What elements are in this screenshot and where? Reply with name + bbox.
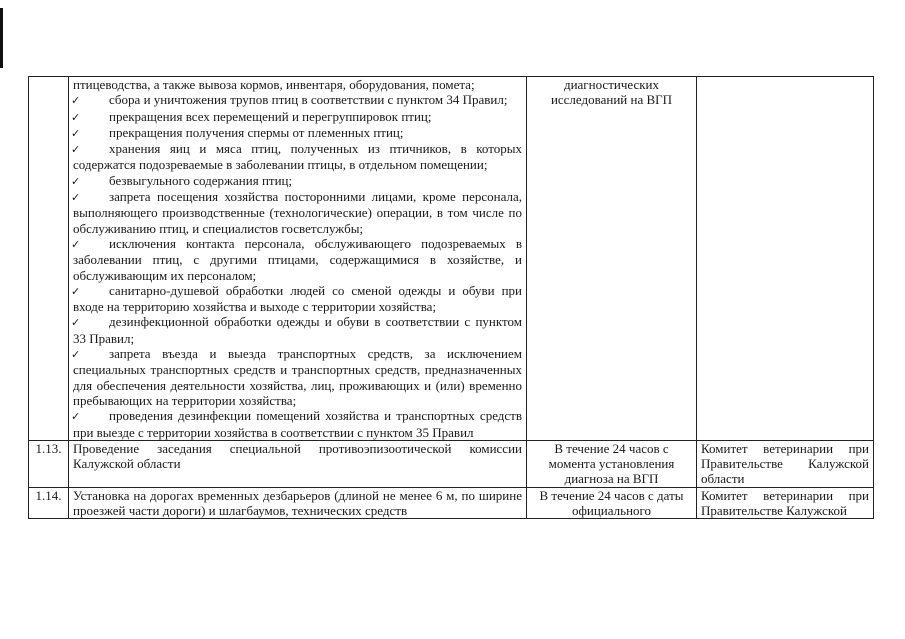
table-row — [29, 77, 874, 441]
checkmark-icon: ✓ — [71, 174, 81, 188]
list-item — [73, 141, 522, 173]
checkmark-icon: ✓ — [71, 110, 81, 124]
checkmark-icon: ✓ — [71, 143, 81, 157]
list-item-text: прекращения получения спермы от племенных птиц; — [109, 124, 404, 140]
list-item-text: проведения дезинфекции помещений хозяйства и транспортных — [109, 408, 475, 424]
list-item — [73, 173, 522, 189]
list-item-continuation: персонала, выполняющего производственные (технологические) операции, в том числе по обслуживанию птиц, и специалистов госветслужбы; — [73, 189, 523, 236]
list-item — [73, 314, 522, 346]
list-item — [73, 346, 522, 408]
row-number: 1.14. — [29, 487, 69, 519]
list-item-continuation: при входе на территорию хозяйства и выходе с территории хозяйства; — [73, 282, 522, 315]
list-item — [73, 408, 522, 440]
list-item — [73, 283, 522, 315]
term-cell: В течение 24 часов с момента установления диагноза на ВГП — [527, 440, 697, 487]
list-item-text: исключения контакта персонала, обслуживающего подозреваемых в — [109, 235, 522, 251]
checkmark-icon: ✓ — [71, 316, 81, 330]
action-cell — [69, 77, 527, 441]
list-item-continuation: заболевании птиц, с другими птицами, содержащимися в хозяйстве, и обслуживающим их персоналом; — [73, 252, 522, 283]
list-item-text: санитарно-душевой обработки людей со сменой одежды и обуви — [109, 282, 495, 298]
list-item — [73, 236, 522, 283]
measures-table — [28, 76, 874, 519]
list-item-text: запрета посещения хозяйства посторонними лицами, кроме — [109, 189, 456, 205]
list-item-text: прекращения всех перемещений и перегруппировок птиц; — [109, 108, 432, 124]
checkmark-icon: ✓ — [71, 126, 81, 140]
list-item — [73, 125, 522, 141]
action-lead-text: птицеводства, а также вывоза кормов, инвентаря, оборудования, помета; — [73, 77, 475, 92]
list-item-continuation: Правил; — [462, 92, 508, 108]
list-item-continuation: содержатся подозреваемые в заболевании птицы, в отдельном помещении; — [73, 157, 488, 173]
checkmark-icon: ✓ — [71, 284, 81, 298]
action-cell: Проведение заседания специальной противоэпизоотической комиссии Калужской области — [69, 440, 527, 487]
responsible-cell: Комитет ветеринарии при Правительстве Калужской области — [697, 440, 874, 487]
list-item-text: хранения яиц и мяса птиц, полученных из птичников, в которых — [109, 141, 522, 157]
row-number: 1.13. — [29, 440, 69, 487]
page-edge-mark — [0, 8, 3, 68]
list-item — [73, 92, 522, 108]
table-row — [29, 487, 874, 519]
term-cell: диагностических исследований на ВГП — [527, 77, 697, 441]
checkmark-icon: ✓ — [71, 94, 81, 108]
list-item-text: запрета въезда и выезда транспортных средств, за исключением — [109, 346, 522, 362]
responsible-cell — [697, 77, 874, 441]
checkmark-icon: ✓ — [71, 410, 81, 424]
measures-list — [73, 92, 522, 440]
list-item-text: сбора и уничтожения трупов птиц в соответствии с пунктом 34 — [109, 92, 460, 108]
checkmark-icon: ✓ — [71, 348, 81, 362]
list-item-continuation: специальных транспортных средств и транспортных средств, предназначенных для обеспечения деятельности хозяйства, лиц, проживающих и (или) временно пребывающих на территории хозяйства; — [73, 362, 522, 408]
list-item-continuation: средств при выезде с территории хозяйства в соответствии с пунктом 35 Правил — [73, 408, 522, 440]
responsible-cell: Комитет ветеринарии при Правительстве Калужской — [697, 487, 874, 519]
list-item-text: безвыгульного содержания птиц; — [109, 172, 293, 188]
list-item-text: дезинфекционной обработки одежды и обуви в соответствии с — [109, 314, 471, 330]
list-item — [73, 189, 522, 236]
list-item — [73, 109, 522, 125]
term-cell: В течение 24 часов с даты официального — [527, 487, 697, 519]
list-item-continuation: пунктом 33 Правил; — [73, 314, 523, 346]
checkmark-icon: ✓ — [71, 191, 81, 205]
row-number-cell — [29, 77, 69, 441]
checkmark-icon: ✓ — [71, 237, 81, 251]
table-row — [29, 440, 874, 487]
action-cell: Установка на дорогах временных дезбарьеров (длиной не менее 6 м, по ширине проезжей части дороги) и шлагбаумов, технических средств — [69, 487, 527, 519]
